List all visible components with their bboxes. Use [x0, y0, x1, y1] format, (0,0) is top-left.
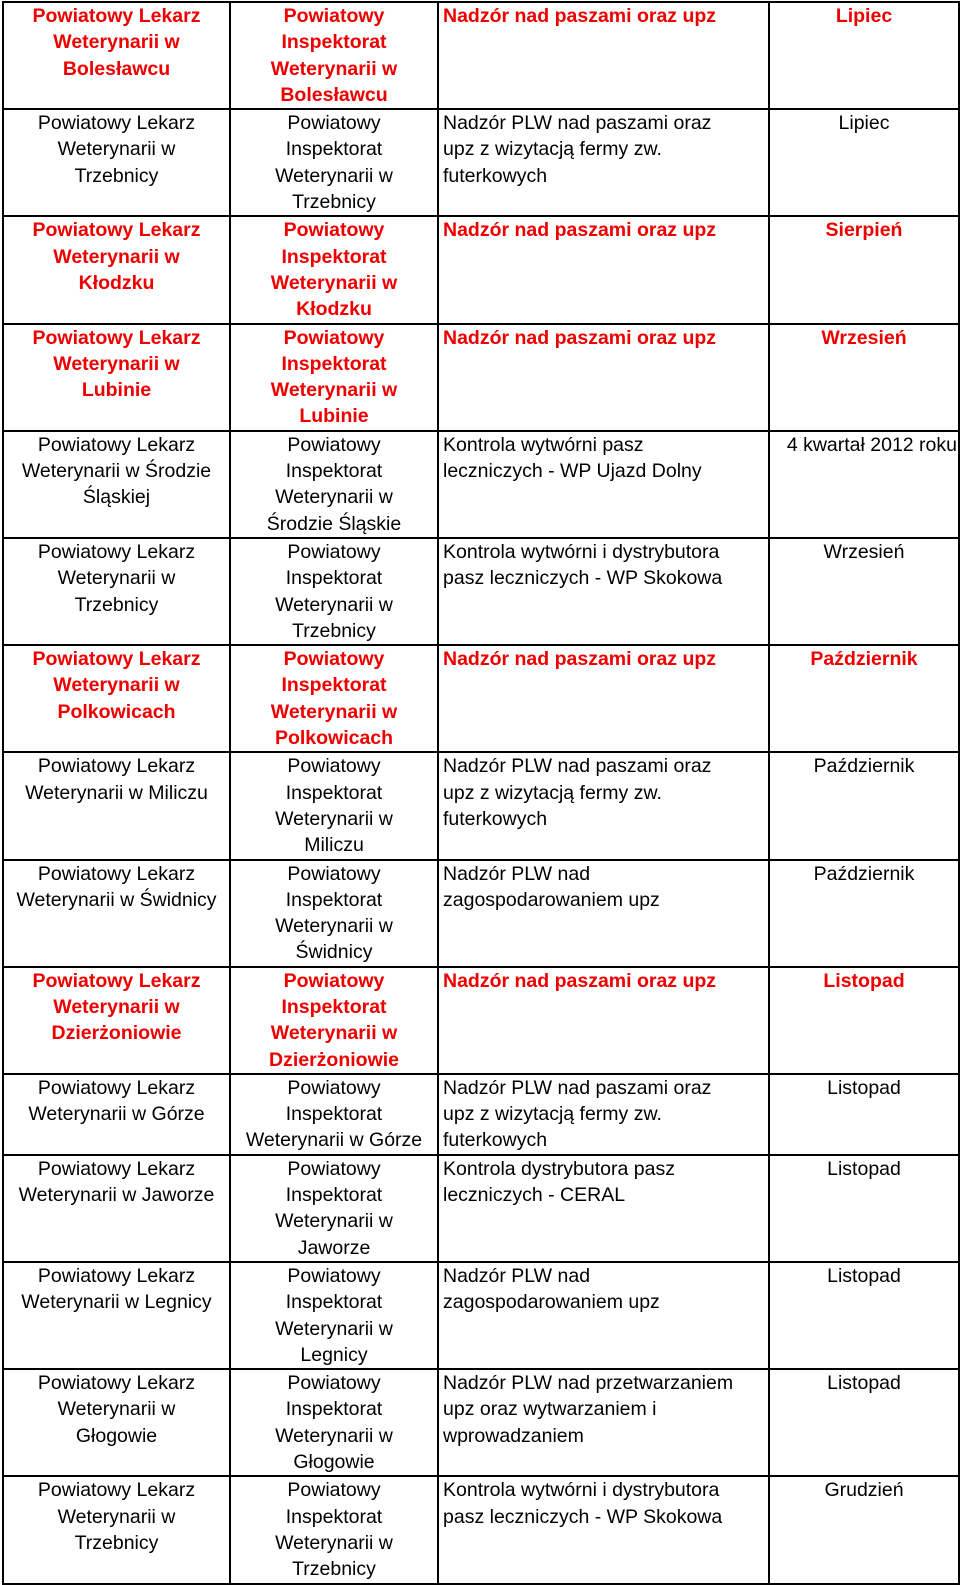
inspektorat-cell-text: Powiatowy Inspektorat Weterynarii w Miliczu [275, 755, 393, 857]
termin-cell [769, 1476, 959, 1583]
lekarz-cell [3, 1074, 230, 1155]
inspektorat-cell [230, 1262, 438, 1369]
termin-cell-text: Sierpień [825, 219, 903, 242]
inspektorat-cell-text: Powiatowy Inspektorat Weterynarii w Górze [245, 1076, 423, 1152]
inspektorat-cell [230, 109, 438, 216]
inspektorat-cell [230, 752, 438, 859]
lekarz-cell [3, 324, 230, 431]
inspektorat-cell-text: Powiatowy Inspektorat Weterynarii w Świdnicy [275, 862, 393, 964]
termin-cell-text: Listopad [823, 969, 905, 992]
lekarz-cell-text: Powiatowy Lekarz Weterynarii w Trzebnicy [37, 540, 196, 616]
zakres-cell-text: Nadzór PLW nad paszami oraz upz z wizytacją fermy zw. futerkowych [443, 1076, 712, 1152]
table-row [3, 216, 959, 323]
lekarz-cell-text: Powiatowy Lekarz Weterynarii w Lubinie [32, 326, 201, 402]
inspektorat-cell [230, 1476, 438, 1583]
inspektorat-cell-text: Powiatowy Inspektorat Weterynarii w Kłodzku [270, 219, 398, 321]
termin-cell-text: Październik [813, 755, 915, 778]
zakres-cell-text: Nadzór PLW nad paszami oraz upz z wizytacją fermy zw. futerkowych [443, 755, 712, 830]
inspektorat-cell [230, 216, 438, 323]
lekarz-cell [3, 431, 230, 538]
zakres-cell [438, 2, 769, 109]
lekarz-cell-text: Powiatowy Lekarz Weterynarii w Świdnicy [16, 862, 217, 911]
lekarz-cell [3, 216, 230, 323]
lekarz-cell-text: Powiatowy Lekarz Weterynarii w Dzierżoniowie [32, 969, 201, 1045]
termin-cell [769, 1074, 959, 1155]
termin-cell [769, 860, 959, 967]
table-row [3, 431, 959, 538]
zakres-cell-text: Kontrola dystrybutora pasz leczniczych - CERAL [443, 1157, 675, 1207]
zakres-cell-text: Nadzór nad paszami oraz upz [443, 219, 717, 242]
termin-cell [769, 324, 959, 431]
lekarz-cell-text: Powiatowy Lekarz Weterynarii w Bolesławcu [32, 5, 201, 80]
inspektorat-cell [230, 324, 438, 431]
zakres-cell [438, 324, 769, 431]
inspektorat-cell-text: Powiatowy Inspektorat Weterynarii w Polkowicach [270, 648, 398, 750]
lekarz-cell-text: Powiatowy Lekarz Weterynarii w Trzebnicy [37, 1479, 196, 1554]
inspektorat-cell [230, 1074, 438, 1155]
inspektorat-cell [230, 1369, 438, 1476]
table-row [3, 1262, 959, 1369]
zakres-cell [438, 752, 769, 859]
zakres-cell [438, 967, 769, 1074]
lekarz-cell [3, 1369, 230, 1476]
inspektorat-cell-text: Powiatowy Inspektorat Weterynarii w Bolesławcu [270, 5, 398, 106]
lekarz-cell-text: Powiatowy Lekarz Weterynarii w Środzie Śląskiej [21, 433, 212, 509]
table-row [3, 1155, 959, 1262]
zakres-cell-text: Nadzór nad paszami oraz upz [443, 326, 717, 349]
zakres-cell [438, 645, 769, 752]
zakres-cell-text: Nadzór PLW nad zagospodarowaniem upz [443, 1264, 660, 1314]
inspektorat-cell-text: Powiatowy Inspektorat Weterynarii w Legnicy [275, 1264, 393, 1366]
inspektorat-cell [230, 860, 438, 967]
lekarz-cell-text: Powiatowy Lekarz Weterynarii w Kłodzku [32, 219, 201, 294]
termin-cell [769, 967, 959, 1074]
inspektorat-cell-text: Powiatowy Inspektorat Weterynarii w Jaworze [275, 1157, 393, 1259]
zakres-cell-text: Kontrola wytwórni i dystrybutora pasz leczniczych - WP Skokowa [443, 1479, 723, 1528]
zakres-cell [438, 1369, 769, 1476]
inspektorat-cell [230, 645, 438, 752]
termin-cell [769, 1369, 959, 1476]
termin-cell-text: Wrzesień [823, 540, 905, 563]
termin-cell [769, 2, 959, 109]
termin-cell-text: Listopad [827, 1372, 901, 1395]
termin-cell-text: Listopad [827, 1157, 901, 1180]
zakres-cell-text: Nadzór nad paszami oraz upz [443, 648, 717, 671]
termin-cell-text: Wrzesień [821, 326, 907, 349]
table-row [3, 2, 959, 109]
table-row [3, 645, 959, 752]
zakres-cell-text: Nadzór PLW nad zagospodarowaniem upz [443, 862, 660, 911]
inspektorat-cell-text: Powiatowy Inspektorat Weterynarii w Trzebnicy [275, 112, 393, 214]
zakres-cell-text: Kontrola wytwórni pasz leczniczych - WP Ujazd Dolny [443, 433, 702, 483]
table-row [3, 752, 959, 859]
table-row [3, 1369, 959, 1476]
table-row [3, 860, 959, 967]
termin-cell [769, 431, 959, 538]
zakres-cell [438, 216, 769, 323]
termin-cell [769, 538, 959, 645]
zakres-cell [438, 431, 769, 538]
termin-cell [769, 645, 959, 752]
inspektorat-cell-text: Powiatowy Inspektorat Weterynarii w Lubinie [270, 326, 398, 428]
termin-cell-text: Listopad [827, 1264, 901, 1287]
zakres-cell-text: Nadzór PLW nad przetwarzaniem upz oraz wytwarzaniem i wprowadzaniem [443, 1372, 734, 1447]
zakres-cell [438, 860, 769, 967]
zakres-cell-text: Nadzór nad paszami oraz upz [443, 969, 717, 992]
termin-cell-text: Październik [813, 862, 915, 885]
zakres-cell [438, 538, 769, 645]
inspektorat-cell-text: Powiatowy Inspektorat Weterynarii w Środzie Śląskie [266, 433, 402, 535]
lekarz-cell [3, 860, 230, 967]
lekarz-cell [3, 752, 230, 859]
lekarz-cell-text: Powiatowy Lekarz Weterynarii w Legnicy [21, 1264, 212, 1314]
inspektorat-cell-text: Powiatowy Inspektorat Weterynarii w Dzierżoniowie [268, 969, 400, 1071]
termin-cell [769, 752, 959, 859]
zakres-cell-text: Nadzór nad paszami oraz upz [443, 5, 717, 27]
table-row [3, 538, 959, 645]
lekarz-cell [3, 2, 230, 109]
lekarz-cell [3, 645, 230, 752]
zakres-cell [438, 1262, 769, 1369]
termin-cell [769, 109, 959, 216]
termin-cell-text: Lipiec [835, 5, 893, 27]
termin-cell-text: Lipiec [838, 112, 890, 135]
inspektorat-cell-text: Powiatowy Inspektorat Weterynarii w Trzebnicy [275, 1479, 393, 1581]
zakres-cell-text: Kontrola wytwórni i dystrybutora pasz leczniczych - WP Skokowa [443, 540, 723, 590]
lekarz-cell [3, 1262, 230, 1369]
table-row [3, 1476, 959, 1583]
lekarz-cell-text: Powiatowy Lekarz Weterynarii w Trzebnicy [37, 112, 196, 187]
zakres-cell-text: Nadzór PLW nad paszami oraz upz z wizytacją fermy zw. futerkowych [443, 112, 712, 187]
inspektorat-cell-text: Powiatowy Inspektorat Weterynarii w Głogowie [275, 1372, 393, 1474]
inspektorat-cell [230, 538, 438, 645]
termin-cell [769, 216, 959, 323]
inspektorat-cell-text: Powiatowy Inspektorat Weterynarii w Trzebnicy [275, 540, 393, 642]
lekarz-cell [3, 967, 230, 1074]
inspection-schedule-table [2, 1, 960, 1585]
termin-cell [769, 1155, 959, 1262]
termin-cell-text: 4 kwartał 2012 roku [786, 433, 957, 456]
inspektorat-cell [230, 2, 438, 109]
inspektorat-cell [230, 967, 438, 1074]
table-body [3, 2, 959, 1584]
lekarz-cell [3, 1155, 230, 1262]
zakres-cell [438, 1074, 769, 1155]
lekarz-cell-text: Powiatowy Lekarz Weterynarii w Jaworze [18, 1157, 215, 1207]
lekarz-cell-text: Powiatowy Lekarz Weterynarii w Górze [28, 1076, 205, 1126]
lekarz-cell-text: Powiatowy Lekarz Weterynarii w Głogowie [37, 1372, 196, 1447]
lekarz-cell-text: Powiatowy Lekarz Weterynarii w Polkowicach [32, 648, 201, 723]
table-row [3, 1074, 959, 1155]
table-row [3, 324, 959, 431]
termin-cell-text: Październik [810, 648, 918, 671]
inspektorat-cell [230, 431, 438, 538]
termin-cell [769, 1262, 959, 1369]
table-row [3, 109, 959, 216]
zakres-cell [438, 1155, 769, 1262]
zakres-cell [438, 1476, 769, 1583]
termin-cell-text: Grudzień [824, 1479, 904, 1502]
zakres-cell [438, 109, 769, 216]
lekarz-cell [3, 1476, 230, 1583]
lekarz-cell-text: Powiatowy Lekarz Weterynarii w Miliczu [25, 755, 208, 804]
lekarz-cell [3, 109, 230, 216]
lekarz-cell [3, 538, 230, 645]
table-row [3, 967, 959, 1074]
inspektorat-cell [230, 1155, 438, 1262]
termin-cell-text: Listopad [827, 1076, 901, 1099]
